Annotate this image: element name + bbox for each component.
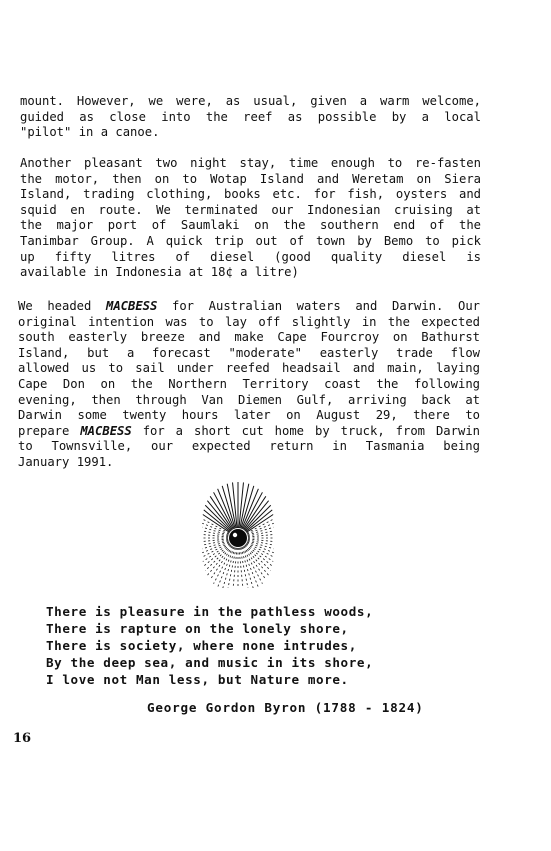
text-line: mount. However, we were, as usual, given a warm welcome, — [20, 94, 481, 108]
text-line — [18, 299, 480, 315]
poem — [46, 603, 373, 688]
sunburst-ray — [202, 531, 228, 536]
text-line — [18, 424, 480, 440]
text-line: "pilot" in a canoe. — [20, 125, 160, 140]
text-segment: to Townsville, our expected return in Tasmania being — [18, 439, 480, 454]
vessel-name: MACBESS — [80, 423, 132, 438]
text-line — [18, 408, 480, 424]
sunburst-ray — [248, 531, 274, 536]
text-segment: Island, but a forecast "moderate" easterly trade flow — [18, 345, 480, 360]
paragraph-2 — [20, 156, 481, 281]
text-segment: allowed us to sail under reefed headsail and main, laying — [18, 361, 480, 376]
sunburst-ray — [244, 546, 266, 579]
sunburst-ray — [248, 539, 274, 542]
sunburst-ray — [241, 548, 254, 588]
text-line: guided as close into the reef as possible by a local — [20, 109, 481, 124]
sunburst-ray — [203, 535, 229, 538]
text-segment: original intention was to lay off slightly in the expected — [18, 314, 480, 329]
poem-line: By the deep sea, and music in its shore, — [46, 655, 374, 670]
paragraph-1 — [20, 94, 481, 141]
text-line — [18, 346, 480, 362]
poem-line: There is rapture on the lonely shore, — [46, 621, 349, 636]
text-line: available in Indonesia at 18¢ a litre) — [20, 265, 299, 280]
sunburst-ray — [202, 543, 229, 557]
poem-line: There is society, where none intrudes, — [46, 638, 357, 653]
text-line: squid en route. We terminated our Indonesian cruising at — [20, 202, 481, 217]
sunburst-ray — [203, 539, 229, 542]
sunburst-ray — [222, 548, 235, 588]
sunburst-ray — [210, 546, 232, 579]
poem-line: I love not Man less, but Nature more. — [46, 672, 349, 687]
text-line: the motor, then on to Wotap Island and Weretam on Siera — [20, 171, 481, 186]
sunburst-ray — [245, 545, 271, 571]
text-line: Tanimbar Group. A quick trip out of town by Bemo to pick — [20, 233, 481, 248]
text-line — [18, 377, 480, 393]
text-line: the major port of Saumlaki on the southern end of the — [20, 218, 481, 233]
text-line — [18, 393, 480, 409]
paragraph-3 — [18, 299, 480, 471]
sunburst-ray — [227, 548, 236, 588]
text-line — [18, 330, 480, 346]
vessel-name: MACBESS — [105, 299, 158, 313]
sunburst-eye-icon — [168, 478, 308, 588]
text-line: up fifty litres of diesel (good quality diesel is — [20, 249, 481, 264]
text-segment: Cape Don on the Northern Territory coast the following — [18, 376, 480, 391]
sunburst-ray — [205, 545, 231, 571]
text-line — [18, 315, 480, 331]
text-line — [18, 439, 480, 455]
text-line — [18, 455, 480, 471]
sunburst-ray — [247, 543, 274, 557]
sunburst-ray — [247, 519, 274, 533]
sunburst-ray — [248, 540, 274, 545]
sunburst-ray — [248, 535, 274, 538]
text-line — [18, 361, 480, 377]
sunburst-ray — [202, 540, 228, 545]
text-segment: south easterly breeze and make Cape Fourcroy on Bathurst — [18, 330, 480, 345]
eye-pupil — [229, 529, 247, 547]
text-segment: for Australian waters and Darwin. Our — [157, 299, 481, 313]
sunburst-ray — [240, 548, 249, 588]
text-line: Island, trading clothing, books etc. for fish, oysters and — [20, 187, 481, 202]
eye-glint — [233, 533, 237, 537]
text-segment: prepare — [18, 423, 81, 438]
poem-line: There is pleasure in the pathless woods, — [46, 604, 374, 619]
text-segment: We headed — [18, 299, 106, 313]
sunburst-ray — [202, 519, 229, 533]
text-line: Another pleasant two night stay, time enough to re-fasten — [20, 156, 481, 170]
text-segment: for a short cut home by truck, from Darwin — [131, 423, 480, 438]
page-number: 16 — [13, 731, 32, 746]
text-segment: evening, then through Van Diemen Gulf, arriving back at — [18, 392, 480, 407]
poem-attribution: George Gordon Byron (1788 - 1824) — [147, 700, 424, 715]
text-segment: January 1991. — [18, 454, 114, 469]
text-segment: Darwin some twenty hours later on August 29, there to — [18, 408, 480, 423]
